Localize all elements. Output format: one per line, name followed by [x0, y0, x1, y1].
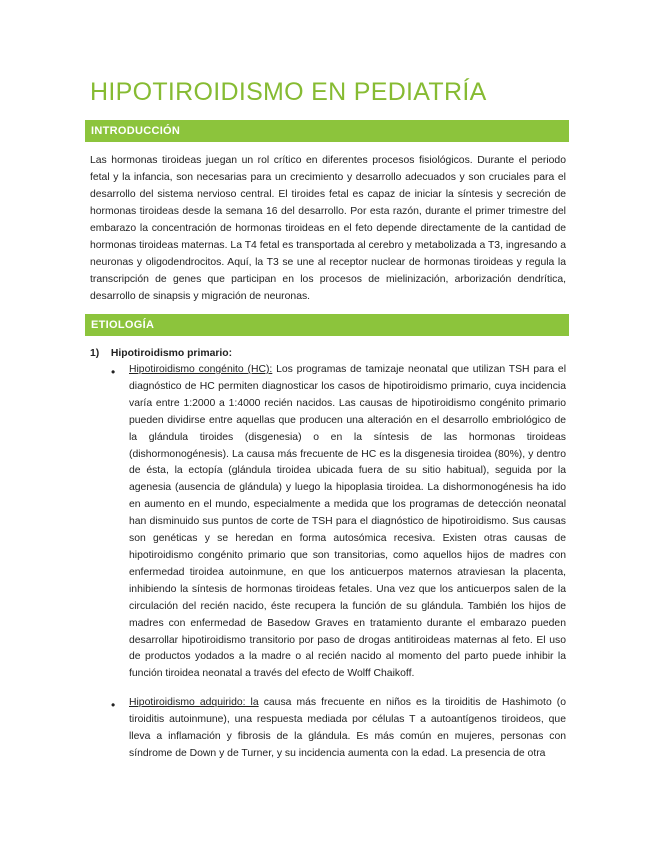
- list-item-label: Hipotiroidismo primario:: [110, 348, 233, 359]
- numbered-list-item: [90, 345, 232, 362]
- bullet-icon: •: [111, 698, 116, 712]
- bullet-item-adquirido: [129, 695, 566, 763]
- bullet-text: Los programas de tamizaje neonatal que utilizan TSH para el diagnóstico de HC permiten diagnosticar los casos de hipotiroidismo primario, cuya incidencia varía entre 1:2000 a 1:4000 recién nacidos. Las causas de hipotiroidismo congénito primario pueden dividirse entre aquellas que producen una alteración en el desarrollo embriológico de la glándula tiroides (disgenesia) o en la síntesis de las hormonas tiroideas (dishormonogénesis). La causa más frecuente de HC es la disgenesia tiroidea (80%), y dentro de ésta, la ectopía (glándula tiroidea ubicada fuera de su sitio habitual), seguida por la agenesia (ausencia de glándula) y luego la hipoplasia tiroidea. La dishormonogénesis ha ido en aumento en el mundo, especialmente a medida que los programas de detección neonatal han disminuido sus puntos de corte de TSH para el diagnóstico de hipotiroidismo. Sus causas son genéticas y se heredan en forma autosómica recesiva. Existen otras causas de hipotiroidismo congénito primario que son transitorias, como aquellos hijos de madres con enfermedad tiroidea autoinmune, en que los anticuerpos maternos atraviesan la placenta, inhibiendo la síntesis de hormonas tiroideas fetales. Una vez que los anticuerpos salen de la circulación del recién nacido, éste recupera la función de su glándula. También los hijos de madres con enfermedad de Basedow Graves en tratamiento durante el embarazo pueden desarrollar hipotiroidismo transitorio por paso de drogas antitiroideas maternas al feto. El uso de productos yodados a la madre o al recién nacido al momento del parto puede inhibir la función tiroidea neonatal a través del efecto de Wolff Chaikoff.: [129, 364, 567, 680]
- bullet-heading: Hipotiroidismo congénito (HC):: [129, 364, 273, 375]
- list-number: 1): [90, 348, 100, 359]
- intro-paragraph: Las hormonas tiroideas juegan un rol crítico en diferentes procesos fisiológicos. Durante el periodo fetal y la infancia, son necesarias para un crecimiento y desarrollo adecuados y son cruciales para el desarrollo del sistema nervioso central. El tiroides fetal es capaz de iniciar la síntesis y secreción de hormonas tiroideas desde la semana 16 del desarrollo. Por esta razón, durante el primer trimestre del embarazo la concentración de hormonas tiroideas en el feto depende directamente de la cantidad de hormonas tiroideas maternas. La T4 fetal es transportada al cerebro y metabolizada a T3, ingresando a neuronas y oligodendrocitos. Aquí, la T3 se une al receptor nuclear de hormonas tiroideas y regula la transcripción de genes que participan en los procesos de mielinización, arborización dendrítica, desarrollo de sinapsis y migración de neuronas.: [90, 155, 566, 302]
- section-heading-etiologia: ETIOLOGÍA: [85, 314, 569, 336]
- bullet-text: causa más frecuente en niños es la tiroiditis de Hashimoto (o tiroiditis autoinmune), una respuesta mediada por células T a autoantígenos tiroideos, que lleva a inflamación y fibrosis de la glándula. Es más común en mujeres, personas con síndrome de Down y de Turner, y su incidencia aumenta con la edad. La presencia de otra: [129, 697, 567, 759]
- section-heading-introduccion: INTRODUCCIÓN: [85, 120, 569, 142]
- bullet-item-congenito: [129, 362, 566, 683]
- document-title: HIPOTIROIDISMO EN PEDIATRÍA: [90, 78, 487, 106]
- bullet-heading: Hipotiroidismo adquirido: la: [129, 697, 259, 708]
- bullet-icon: •: [111, 365, 116, 379]
